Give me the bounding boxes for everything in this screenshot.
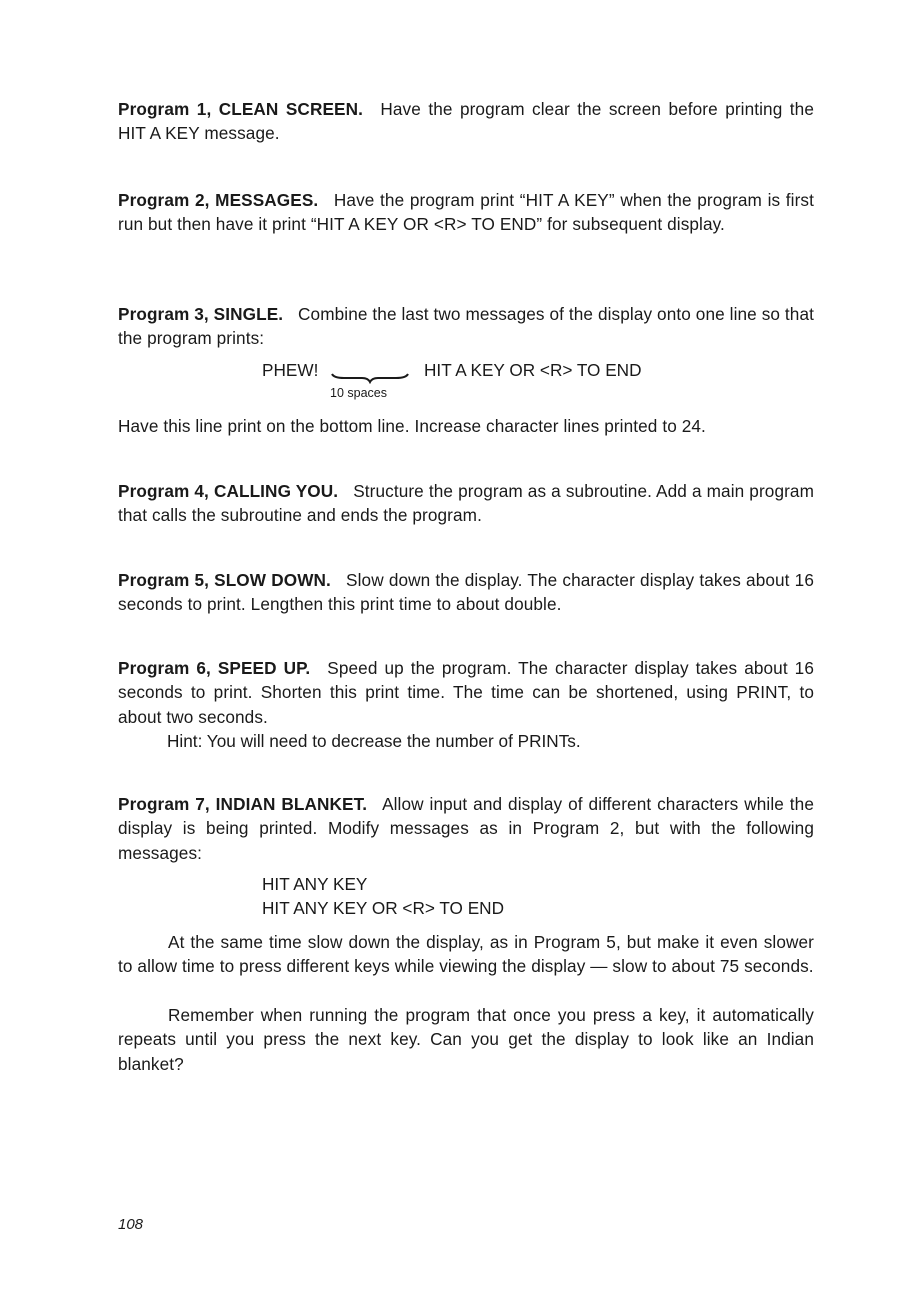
program-6-paragraph (118, 656, 814, 729)
program-7-paragraph (118, 792, 814, 865)
program-2-heading: Program 2, MESSAGES. (118, 190, 319, 210)
program-4-paragraph (118, 479, 814, 528)
page-number: 108 (118, 1216, 144, 1233)
message-hit-any-key: HIT ANY KEY (262, 874, 368, 894)
program-2-text: Have the program print “HIT A KEY” when the program is first run but then have it print “HIT A KEY OR <R> TO END” for subsequent display. (118, 190, 814, 235)
program-6-hint: Hint: You will need to decrease the number of PRINTs. (167, 731, 581, 751)
example-phew: PHEW! (262, 360, 319, 380)
program-5-text: Slow down the display. The character display takes about 16 seconds to print. Lengthen this print time to about double. (118, 570, 814, 615)
program-1-paragraph (118, 97, 814, 146)
program-3-text: Combine the last two messages of the display onto one line so that the program prints: (118, 304, 814, 349)
brace-icon (330, 372, 410, 384)
program-7-para-2: At the same time slow down the display, as in Program 5, but make it even slower to allow time to press different keys while viewing the display — slow to about 75 seconds. (118, 932, 814, 977)
program-3-paragraph (118, 302, 814, 351)
spaces-label: 10 spaces (330, 386, 387, 400)
message-hit-any-key-or-r: HIT ANY KEY OR <R> TO END (262, 898, 504, 918)
program-7-text: Allow input and display of different characters while the display is being printed. Modify messages as in Program 2, but with the following messages: (118, 794, 814, 863)
example-message: HIT A KEY OR <R> TO END (424, 360, 642, 380)
program-7-heading: Program 7, INDIAN BLANKET. (118, 794, 368, 814)
program-3-heading: Program 3, SINGLE. (118, 304, 284, 324)
program-5-paragraph (118, 568, 814, 617)
program-1-text: Have the program clear the screen before printing the HIT A KEY message. (118, 99, 814, 144)
program-4-text: Structure the program as a subroutine. Add a main program that calls the subroutine and ends the program. (118, 481, 814, 526)
program-3-after: Have this line print on the bottom line. Increase character lines printed to 24. (118, 416, 706, 436)
program-2-paragraph (118, 188, 814, 237)
program-1-heading: Program 1, CLEAN SCREEN. (118, 99, 363, 119)
program-7-para-3: Remember when running the program that once you press a key, it automatically repeats until you press the next key. Can you get the display to look like an Indian blanket? (118, 1005, 814, 1074)
program-6-text: Speed up the program. The character display takes about 16 seconds to print. Shorten this print time. The time can be shortened, using PRINT, to about two seconds. (118, 658, 814, 727)
program-4-heading: Program 4, CALLING YOU. (118, 481, 339, 501)
program-5-heading: Program 5, SLOW DOWN. (118, 570, 331, 590)
program-6-heading: Program 6, SPEED UP. (118, 658, 311, 678)
